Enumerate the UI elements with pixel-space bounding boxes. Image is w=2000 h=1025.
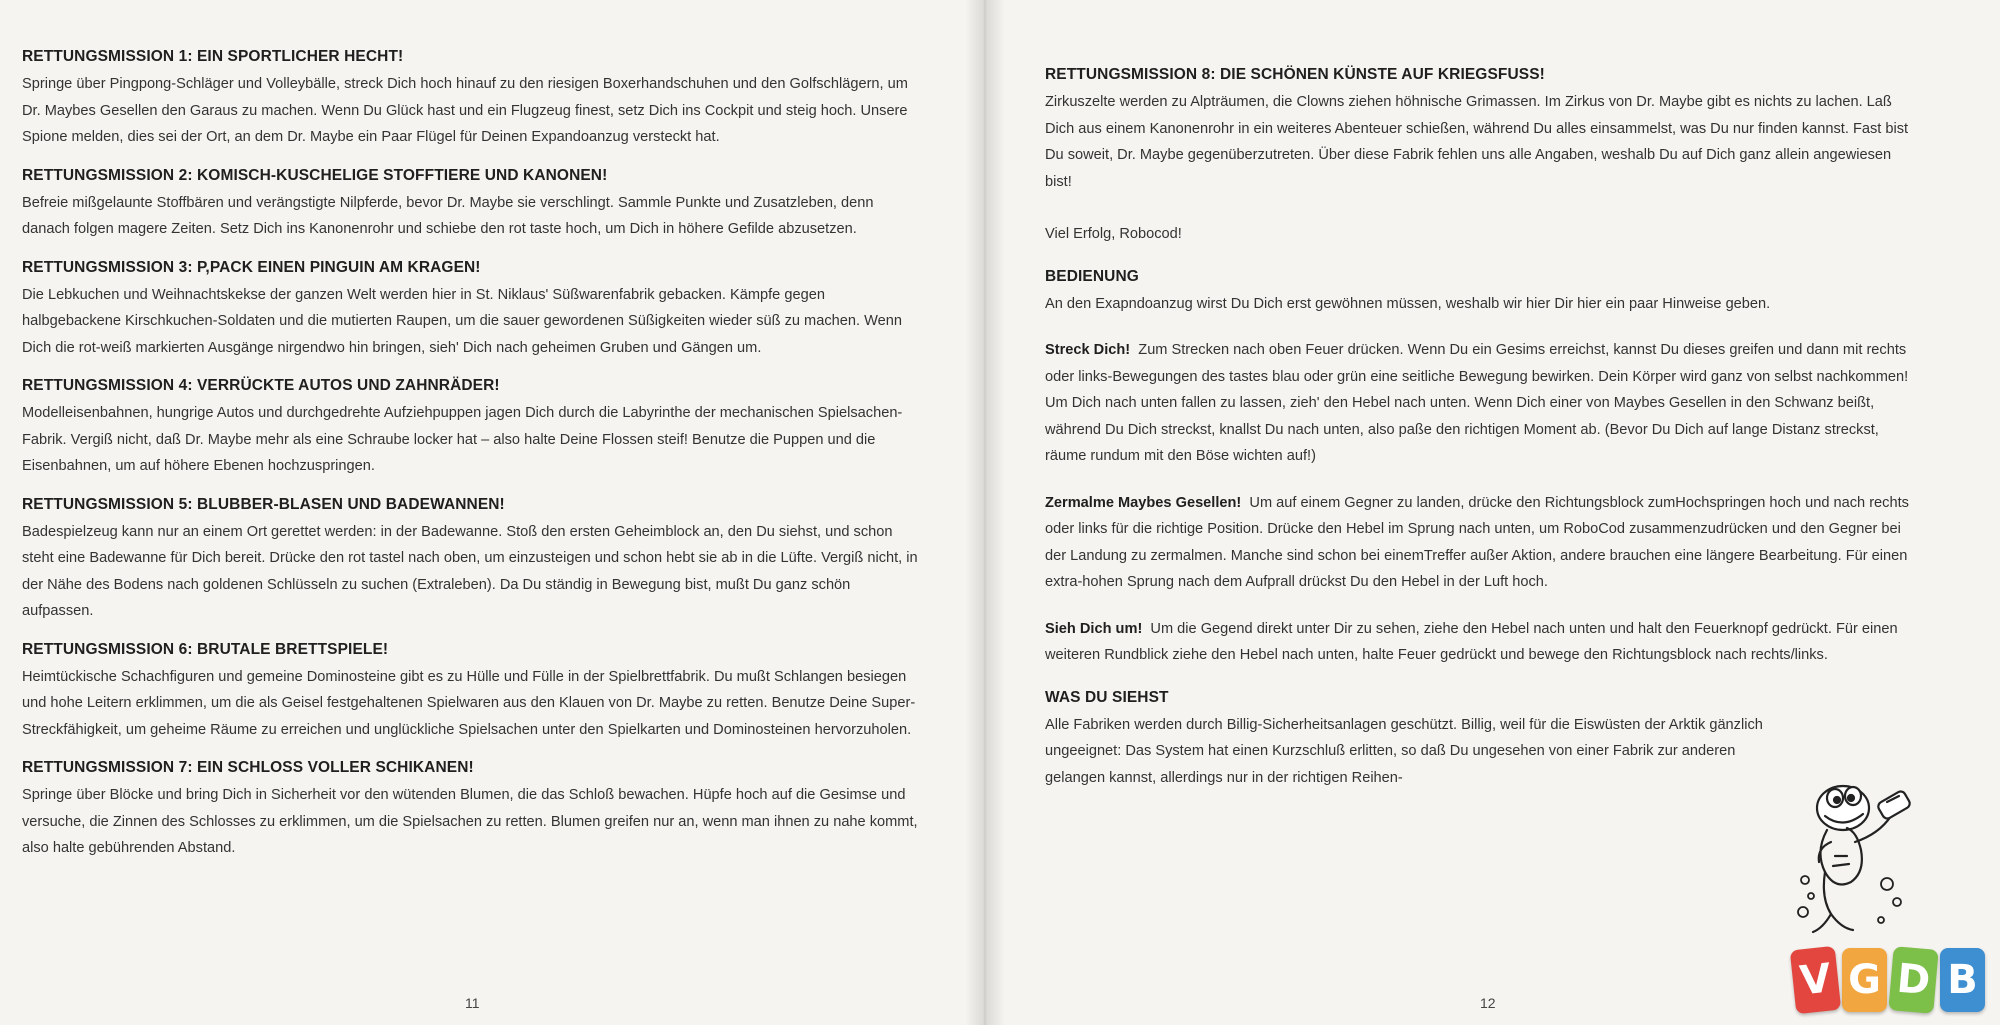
mission-3-section (22, 259, 925, 362)
left-page (0, 0, 985, 1025)
crush-paragraph (1045, 490, 1910, 596)
mission-4-section (22, 377, 925, 480)
mission-4-heading: RETTUNGSMISSION 4: VERRÜCKTE AUTOS UND ZAHNRÄDER! (22, 377, 500, 394)
what-you-see-heading: WAS DU SIEHST (1045, 688, 1169, 706)
page-number-right: 12 (1480, 995, 1496, 1011)
mission-1-body: Springe über Pingpong-Schläger und Volleybälle, streck Dich hoch hinauf zu den riesigen Boxerhandschuhen und den Golfschlägern, um Dr. Maybes Gesellen den Garaus zu machen. Wenn Du Glück hast und ein Flugzeug finest, setz Dich ins Cockpit und steig hoch. Unsere Spione melden, dies sei der Ort, an dem Dr. Maybe ein Paar Flügel für Deinen Expandoanzug versteckt hat. (22, 76, 908, 145)
mission-2-heading: RETTUNGSMISSION 2: KOMISCH-KUSCHELIGE STOFFTIERE UND KANONEN! (22, 166, 608, 184)
controls-intro: An den Exapndoanzug wirst Du Dich erst gewöhnen müssen, weshalb wir hier Dir hier ein paar Hinweise geben. (1045, 295, 1771, 312)
farewell-text: Viel Erfolg, Robocod! (1045, 226, 1182, 242)
mission-5-section (22, 496, 925, 625)
mission-6-heading: RETTUNGSMISSION 6: BRUTALE BRETTSPIELE! (22, 640, 389, 658)
farewell-section (1045, 221, 1910, 248)
mission-4-body: Modelleisenbahnen, hungrige Autos und durchgedrehte Aufziehpuppen jagen Dich durch die Labyrinthe der mechanischen Spielsachen-Fabrik. Vergiß nicht, daß Dr. Maybe mehr als eine Schraube locker hat – also halte Deine Flossen steif! Benutze die Puppen und die Eisenbahnen, um auf höhere Ebenen hochzuspringen. (22, 405, 903, 474)
what-you-see-section (1045, 689, 1765, 792)
mission-6-body: Heimtückische Schachfiguren und gemeine Dominosteine gibt es zu Hülle und Fülle in der Spielbrettfabrik. Du mußt Schlangen besiegen und hohe Leitern erklimmen, um die als Geisel festgehaltenen Spielwaren aus den Klauen von Dr. Maybe zu retten. Benutze Deine Super-Streckfähigkeit, um geheime Räume zu erreichen und unglückliche Spielsachen unter den Spielkarten und Dominosteinen hervorzuholen. (22, 668, 916, 738)
mission-7-heading: RETTUNGSMISSION 7: EIN SCHLOSS VOLLER SCHIKANEN! (22, 759, 474, 776)
stretch-paragraph (1045, 337, 1910, 470)
mission-8-heading: RETTUNGSMISSION 8: DIE SCHÖNEN KÜNSTE AUF KRIEGSFUSS! (1045, 66, 1545, 83)
look-term: Sieh Dich um! (1045, 620, 1143, 637)
look-section (1045, 616, 1910, 669)
look-text: Um die Gegend direkt unter Dir zu sehen, ziehe den Hebel nach unten und halt den Feuerknopf gedrückt. Für einen weiteren Rundblick ziehe den Hebel nach unten, halte Feuer gedrückt und bewege den Richtungsblock nach rechts/links. (1045, 620, 1898, 663)
crush-section (1045, 490, 1910, 596)
mission-2-body: Befreie mißgelaunte Stoffbären und verängstigte Nilpferde, bevor Dr. Maybe sie verschlingt. Sammle Punkte und Zusatzleben, denn danach folgen magere Zeiten. Setz Dich ins Kanonenrohr und schiebe den rot taste hoch, um Dich in höhere Gefilde abzusetzen. (22, 194, 874, 237)
mission-7-section (22, 759, 925, 862)
mission-3-heading: RETTUNGSMISSION 3: P,PACK EINEN PINGUIN AM KRAGEN! (22, 258, 481, 276)
mission-8-section (1045, 66, 1910, 195)
logo-letter-g: G (1842, 948, 1887, 1012)
look-paragraph (1045, 616, 1910, 669)
mission-1-heading: RETTUNGSMISSION 1: EIN SPORTLICHER HECHT! (22, 48, 404, 65)
mission-8-body: Zirkuszelte werden zu Alpträumen, die Clowns ziehen höhnische Grimassen. Im Zirkus von Dr. Maybe gibt es nichts zu lachen. Laß Dich aus einem Kanonenrohr in ein weiteres Abenteuer schießen, während Du alles einsammelst, was Du nur finden kannst. Fast bist Du soweit, Dr. Maybe gegenüberzutreten. Über diese Fabrik fehlen uns alle Angaben, weshalb Du auf Dich ganz allein angewiesen bist! (1045, 94, 1909, 190)
mission-6-section (22, 641, 925, 744)
controls-heading: BEDIENUNG (1045, 267, 1139, 285)
stretch-term: Streck Dich! (1045, 342, 1131, 358)
logo-letter-b: B (1940, 948, 1985, 1012)
what-you-see-body: Alle Fabriken werden durch Billig-Sicherheitsanlagen geschützt. Billig, weil für die Eiswüsten der Arktik gänzlich ungeeignet: Das System hat einen Kurzschluß erlitten, so daß Du ungesehen von einer Fabrik zur anderen gelangen kannst, allerdings nur in der richtigen Reihen- (1045, 716, 1763, 786)
logo-letter-v: V (1790, 946, 1841, 1014)
stretch-section (1045, 337, 1910, 470)
mission-1-section (22, 48, 925, 151)
logo-letter-d: D (1888, 946, 1938, 1014)
vgdb-watermark-logo (1793, 940, 1993, 1012)
mission-5-body: Badespielzeug kann nur an einem Ort gerettet werden: in der Badewanne. Stoß den ersten Geheimblock an, den Du siehst, und schon steht eine Badewanne für Dich bereit. Drücke den rot tastel nach oben, um einzusteigen und schon hebt sie ab in die Lüfte. Vergiß nicht, in der Nähe des Bodens nach goldenen Schlüsseln zu suchen (Extraleben). Da Du ständig in Bewegung bist, mußt Du ganz schön aufpassen. (22, 523, 918, 619)
crush-term: Zermalme Maybes Gesellen! (1045, 494, 1242, 511)
mission-7-body: Springe über Blöcke und bring Dich in Sicherheit vor den wütenden Blumen, die das Schloß bewachen. Hüpfe hoch auf die Gesimse und versuche, die Zinnen des Schlosses zu erklimmen, um die Spielsachen zu retten. Blumen greifen nur an, wenn man ihnen zu nahe kommt, also halte gebührenden Abstand. (22, 787, 918, 856)
page-number-left: 11 (465, 995, 480, 1011)
crush-text: Um auf einem Gegner zu landen, drücke den Richtungsblock zumHochspringen hoch und nach rechts oder links für die richtige Position. Drücke den Hebel im Sprung nach unten, um RoboCod zusammenzudrücken und den Gegner bei der Landung zu zermalmen. Manche sind schon bei einemTreffer außer Aktion, andere brauchen eine längere Bearbeitung. Für einen extra-hohen Sprung nach dem Aufprall drückst Du den Hebel in der Luft hoch. (1045, 494, 1909, 590)
robocod-fish-mascot (1795, 772, 1925, 952)
stretch-text: Zum Strecken nach oben Feuer drücken. Wenn Du ein Gesims erreichst, kannst Du dieses greifen und dann mit rechts oder links-Bewegungen des tastes blau oder grün eine seitliche Bewegung bewirken. Dein Körper wird ganz von selbst nachkommen! Um Dich nach unten fallen zu lassen, zieh' den Hebel nach unten. Wenn Dich einer von Maybes Gesellen in den Schwanz beißt, während Du Dich streckst, knallst Du nach unten, also paße den richtigen Moment ab. (Bevor Du Dich auf lange Distanz streckst, räume rundum mit den Böse wichten auf!) (1045, 342, 1909, 464)
mission-2-section (22, 167, 925, 243)
controls-section (1045, 268, 1910, 318)
mission-5-heading: RETTUNGSMISSION 5: BLUBBER-BLASEN UND BADEWANNEN! (22, 495, 505, 513)
mission-3-body: Die Lebkuchen und Weihnachtskekse der ganzen Welt werden hier in St. Niklaus' Süßwarenfabrik gebacken. Kämpfe gegen halbgebackene Kirschkuchen-Soldaten und die mutierten Raupen, um die sauer gewordenen Süßigkeiten wieder süß zu machen. Wenn Dich die rot-weiß markierten Ausgänge nirgendwo hin bringen, sieh' Dich nach geheimen Gruben und Gängen um. (22, 286, 902, 356)
